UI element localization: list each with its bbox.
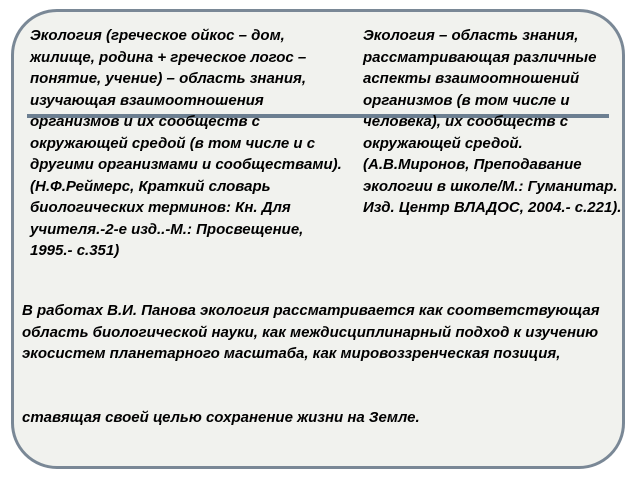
bottom-paragraph-continuation: ставящая своей целью сохранение жизни на Земле.: [22, 409, 420, 426]
left-definition: Экология (греческое ойкос – дом, жилище, родина + греческое логос – понятие, учение) – область знания, изучающая взаимоотношения организмов и их сообществ с окружающей средой (в том числе и с другими организмами и сообществами). (Н.Ф.Реймерс, Краткий словарь биологических терминов: Кн. Для учителя.-2-е изд..-М.: Просвещение, 1995.- с.351): [30, 27, 342, 259]
right-definition: Экология – область знания, рассматривающая различные аспекты взаимоотношений организмов (в том числе и человека), их сообществ с окружающей средой. (А.В.Миронов, Преподавание экологии в школе/М.: Гуманитар. Изд. Центр ВЛАДОС, 2004.- с.221).: [363, 27, 622, 216]
bottom-paragraph: В работах В.И. Панова экология рассматривается как соответствующая область биологической науки, как междисциплинарный подход к изучению экосистем планетарного масштаба, как мировоззренческая позиция,: [22, 302, 600, 362]
